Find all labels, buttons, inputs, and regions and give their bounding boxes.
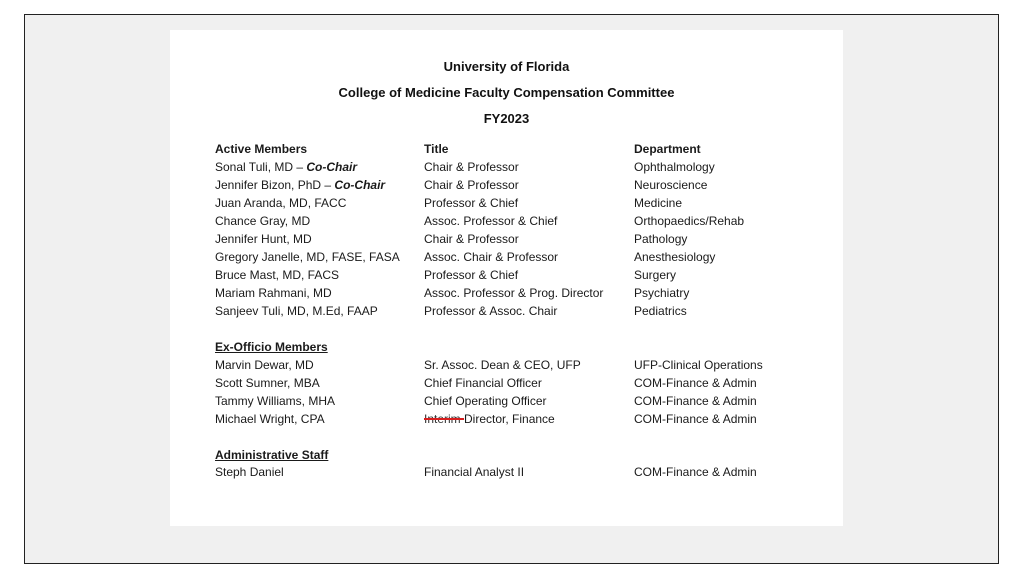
column-header-members: Active Members [215, 142, 308, 156]
column-header-title: Title [424, 142, 449, 156]
member-name: Mariam Rahmani, MD [215, 286, 332, 300]
member-department: Pediatrics [634, 304, 687, 318]
member-name: Scott Sumner, MBA [215, 376, 320, 390]
member-department: UFP-Clinical Operations [634, 358, 763, 372]
document-page [170, 30, 843, 526]
member-department: Medicine [634, 196, 683, 210]
member-department: Ophthalmology [634, 160, 715, 174]
column-header-department: Department [634, 142, 701, 156]
struck-title-text: Interim [424, 412, 465, 426]
member-title: Assoc. Chair & Professor [424, 250, 559, 264]
member-title: Interim Director, Finance [424, 412, 555, 426]
header-committee: College of Medicine Faculty Compensation Committee [338, 85, 675, 100]
member-name: Juan Aranda, MD, FACC [215, 196, 347, 210]
member-title: Professor & Chief [424, 196, 519, 210]
member-title: Financial Analyst II [424, 465, 525, 479]
header-fiscal-year: FY2023 [483, 111, 530, 126]
member-department: COM-Finance & Admin [634, 394, 757, 408]
member-name: Sanjeev Tuli, MD, M.Ed, FAAP [215, 304, 378, 318]
member-title: Professor & Chief [424, 268, 519, 282]
member-department: COM-Finance & Admin [634, 412, 757, 426]
member-title: Chair & Professor [424, 160, 519, 174]
member-name: Sonal Tuli, MD – Co-Chair [215, 160, 358, 174]
member-department: Neuroscience [634, 178, 708, 192]
member-title: Chair & Professor [424, 178, 519, 192]
member-title: Assoc. Professor & Prog. Director [424, 286, 604, 300]
member-name: Chance Gray, MD [215, 214, 311, 228]
member-department: Orthopaedics/Rehab [634, 214, 745, 228]
member-name: Jennifer Bizon, PhD – Co-Chair [215, 178, 386, 192]
member-name: Michael Wright, CPA [215, 412, 325, 426]
member-title: Professor & Assoc. Chair [424, 304, 558, 318]
member-title: Chair & Professor [424, 232, 519, 246]
member-title: Assoc. Professor & Chief [424, 214, 558, 228]
member-department: Pathology [634, 232, 688, 246]
member-department: Anesthesiology [634, 250, 716, 264]
member-name: Marvin Dewar, MD [215, 358, 314, 372]
member-title: Sr. Assoc. Dean & CEO, UFP [424, 358, 581, 372]
header-university: University of Florida [443, 59, 570, 74]
member-name: Bruce Mast, MD, FACS [215, 268, 340, 282]
member-department: COM-Finance & Admin [634, 376, 757, 390]
member-name: Jennifer Hunt, MD [215, 232, 312, 246]
member-name: Gregory Janelle, MD, FASE, FASA [215, 250, 400, 264]
member-name: Tammy Williams, MHA [215, 394, 335, 408]
member-department: COM-Finance & Admin [634, 465, 757, 479]
ex-officio-heading: Ex-Officio Members [215, 340, 328, 354]
member-title: Chief Operating Officer [424, 394, 547, 408]
member-department: Psychiatry [634, 286, 690, 300]
admin-staff-heading: Administrative Staff [215, 448, 329, 462]
member-title: Chief Financial Officer [424, 376, 542, 390]
member-department: Surgery [634, 268, 677, 282]
member-name: Steph Daniel [215, 465, 284, 479]
